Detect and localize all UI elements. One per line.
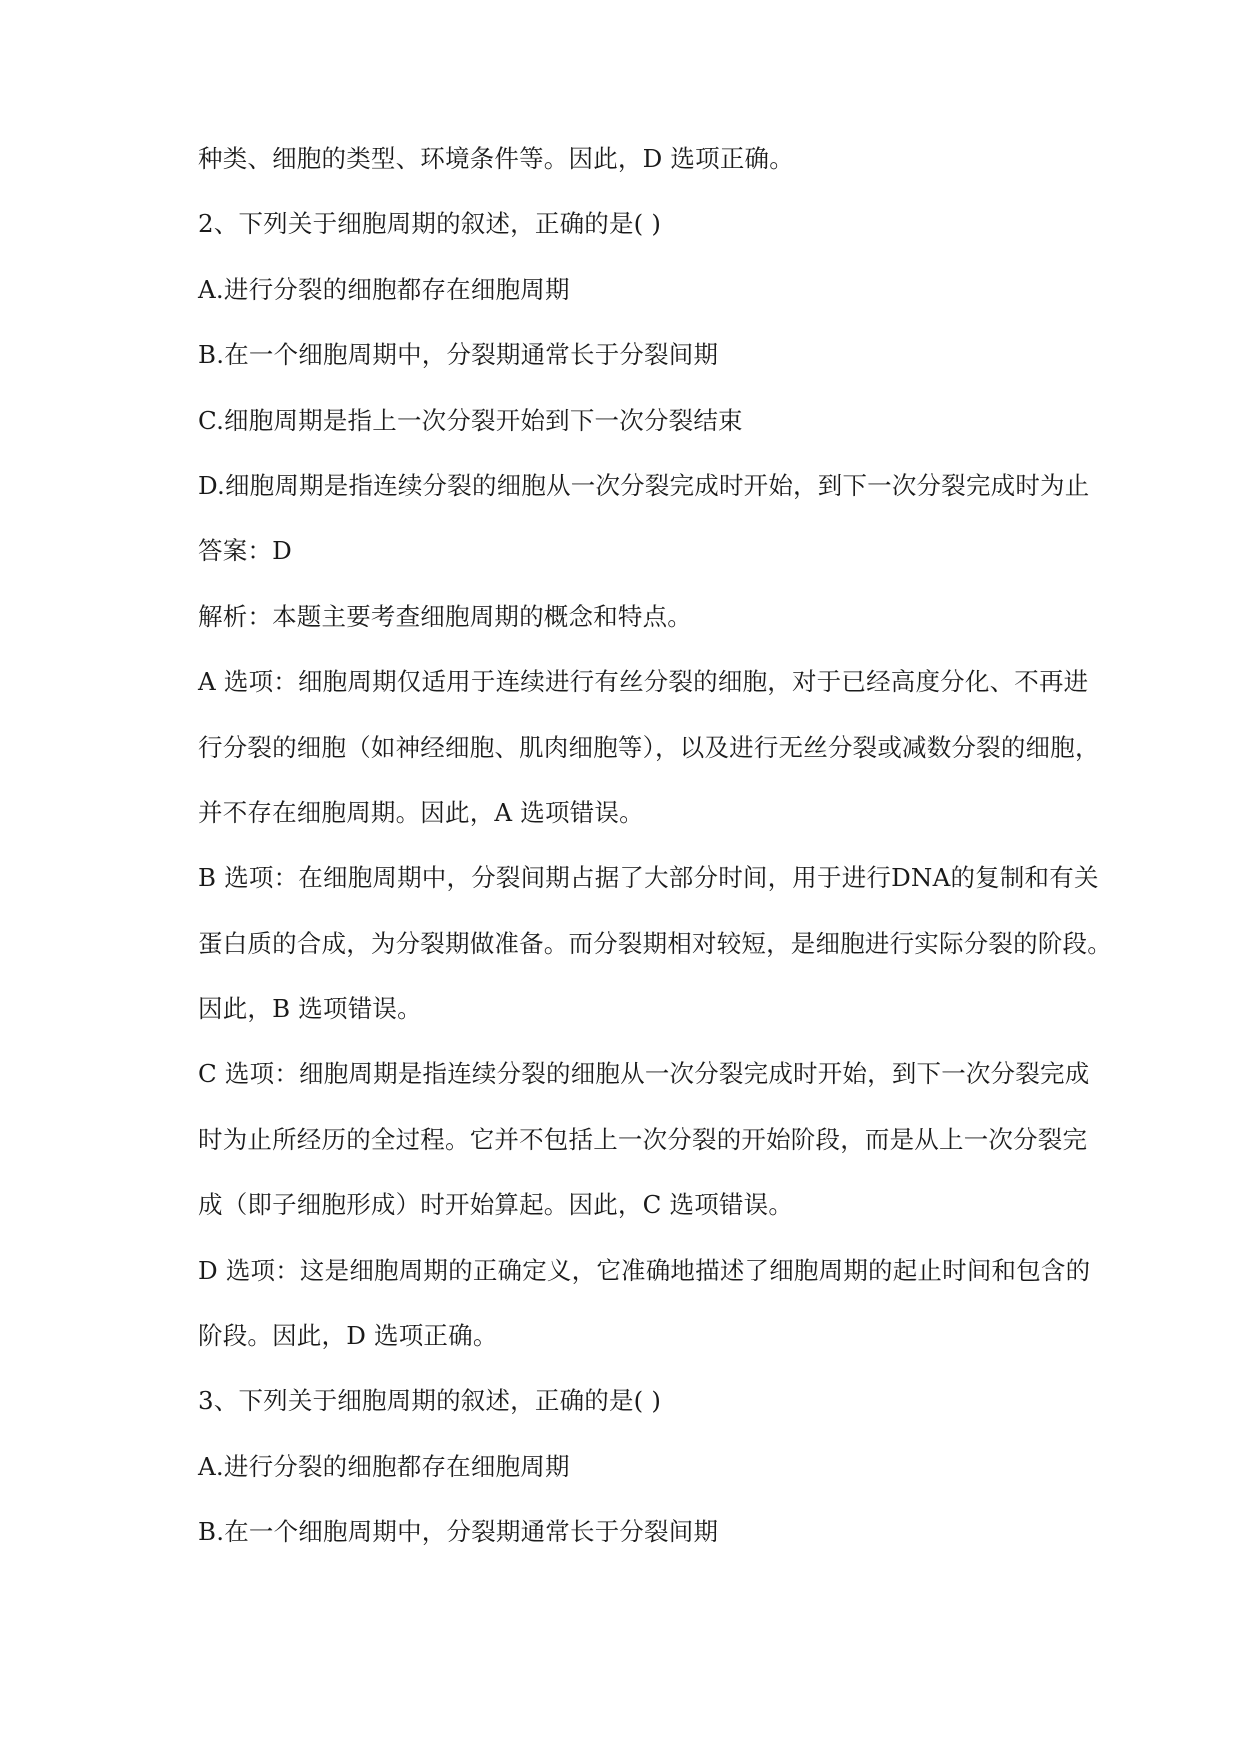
analysis-b-line: 因此，B 选项错误。 [198,994,422,1024]
question-2-answer: 答案：D [198,536,292,566]
analysis-a-line: A 选项：细胞周期仅适用于连续进行有丝分裂的细胞，对于已经高度分化、不再进 [198,667,1089,697]
question-2-option-c: C.细胞周期是指上一次分裂开始到下一次分裂结束 [198,405,743,435]
document-body [198,144,1112,1583]
analysis-a-line: 行分裂的细胞（如神经细胞、肌肉细胞等），以及进行无丝分裂或减数分裂的细胞， [198,732,1100,762]
analysis-b-line: B 选项：在细胞周期中，分裂间期占据了大部分时间，用于进行DNA的复制和有关 [198,863,1099,893]
question-2-option-b: B.在一个细胞周期中，分裂期通常长于分裂间期 [198,340,719,370]
question-2-option-d: D.细胞周期是指连续分裂的细胞从一次分裂完成时开始，到下一次分裂完成时为止 [198,470,1090,500]
question-2-option-a: A.进行分裂的细胞都存在细胞周期 [198,274,570,304]
analysis-c-line: C 选项：细胞周期是指连续分裂的细胞从一次分裂完成时开始，到下一次分裂完成 [198,1059,1090,1089]
question-3-stem: 3、下列关于细胞周期的叙述，正确的是( ) [198,1386,662,1416]
question-3-option-a: A.进行分裂的细胞都存在细胞周期 [198,1451,570,1481]
text-line: 种类、细胞的类型、环境条件等。因此，D 选项正确。 [198,144,794,173]
question-3-option-b: B.在一个细胞周期中，分裂期通常长于分裂间期 [198,1517,719,1547]
analysis-b-line: 蛋白质的合成，为分裂期做准备。而分裂期相对较短，是细胞进行实际分裂的阶段。 [198,928,1112,958]
analysis-c-line: 时为止所经历的全过程。它并不包括上一次分裂的开始阶段，而是从上一次分裂完 [198,1124,1088,1154]
analysis-a-line: 并不存在细胞周期。因此，A 选项错误。 [198,797,644,827]
analysis-c-line: 成（即子细胞形成）时开始算起。因此，C 选项错误。 [198,1190,794,1220]
analysis-d-line: D 选项：这是细胞周期的正确定义，它准确地描述了细胞周期的起止时间和包含的 [198,1255,1091,1285]
analysis-d-line: 阶段。因此，D 选项正确。 [198,1321,498,1351]
analysis-intro: 解析：本题主要考查细胞周期的概念和特点。 [198,601,692,631]
question-2-stem: 2、下列关于细胞周期的叙述，正确的是( ) [198,209,662,239]
